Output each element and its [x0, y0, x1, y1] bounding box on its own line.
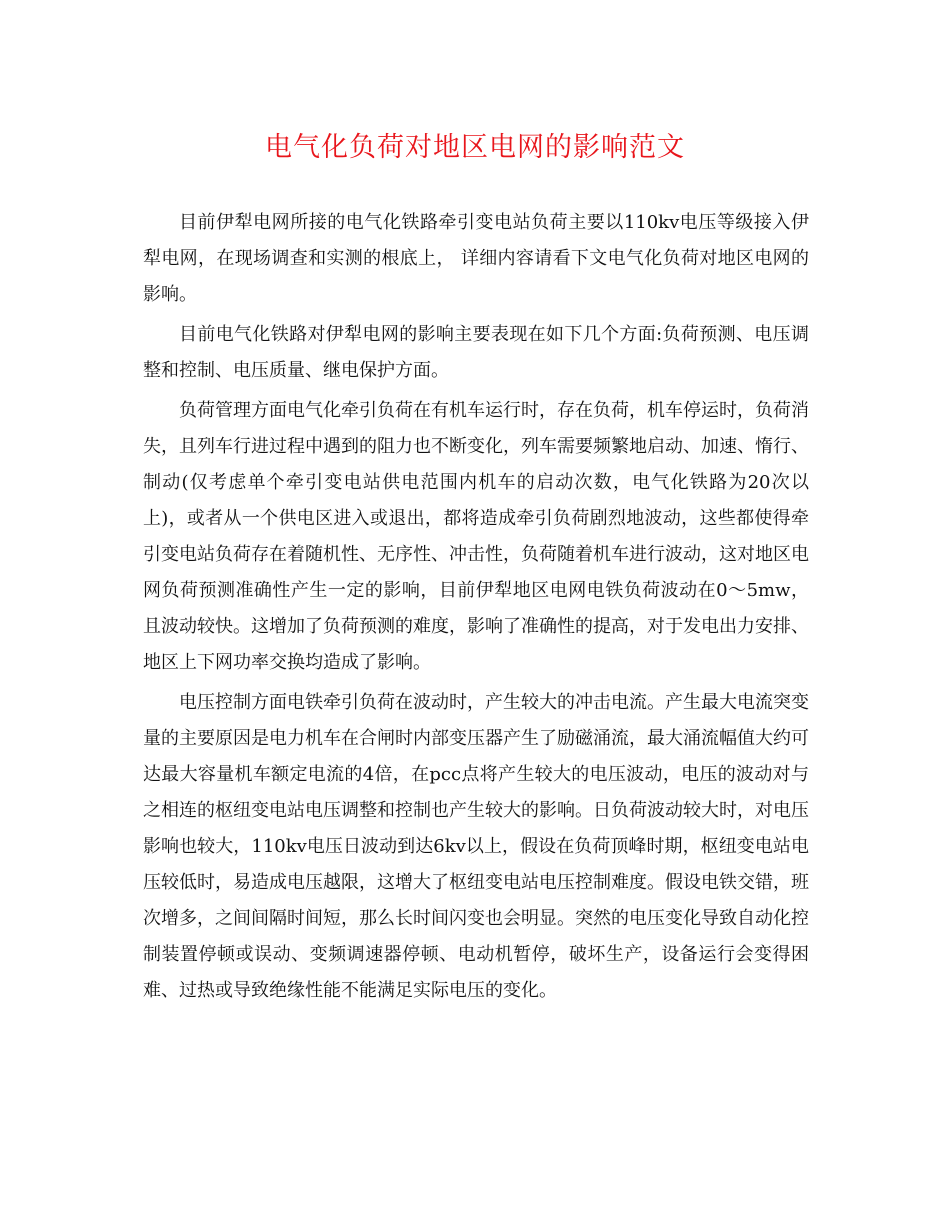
document-title: 电气化负荷对地区电网的影响范文: [265, 132, 685, 163]
document-body: [143, 205, 809, 1013]
paragraph-voltage-control: 电压控制方面电铁牵引负荷在波动时，产生较大的冲击电流。产生最大电流突变量的主要原因是电力机车在合闸时内部变压器产生了励磁涌流，最大涌流幅值大约可达最大容量机车额定电流的4倍，在pcc点将产生较大的电压波动，电压的波动对与之相连的枢纽变电站电压调整和控制也产生较大的影响。日负荷波动较大时，对电压影响也较大，110kv电压日波动到达6kv以上，假设在负荷顶峰时期，枢纽变电站电压较低时，易造成电压越限，这增大了枢纽变电站电压控制难度。假设电铁交错，班次增多，之间间隔时间短，那么长时间闪变也会明显。突然的电压变化导致自动化控制装置停顿或误动、变频调速器停顿、电动机暂停，破坏生产，设备运行会变得困难、过热或导致绝缘性能不能满足实际电压的变化。: [143, 692, 809, 1001]
paragraph-load-management: 负荷管理方面电气化牵引负荷在有机车运行时，存在负荷，机车停运时，负荷消失，且列车行进过程中遇到的阻力也不断变化，列车需要频繁地启动、加速、惰行、制动(仅考虑单个牵引变电站供电范围内机车的启动次数，电气化铁路为20次以上)，或者从一个供电区进入或退出，都将造成牵引负荷剧烈地波动，这些都使得牵引变电站负荷存在着随机性、无序性、冲击性，负荷随着机车进行波动，这对地区电网负荷预测准确性产生一定的影响，目前伊犁地区电网电铁负荷波动在0～5mw，且波动较快。这增加了负荷预测的难度，影响了准确性的提高，对于发电出力安排、地区上下网功率交换均造成了影响。: [143, 400, 809, 673]
paragraph-overview: 目前电气化铁路对伊犁电网的影响主要表现在如下几个方面:负荷预测、电压调整和控制、电压质量、继电保护方面。: [143, 324, 809, 381]
paragraph-intro: 目前伊犁电网所接的电气化铁路牵引变电站负荷主要以110kv电压等级接入伊犁电网，在现场调查和实测的根底上， 详细内容请看下文电气化负荷对地区电网的影响。: [143, 212, 809, 305]
